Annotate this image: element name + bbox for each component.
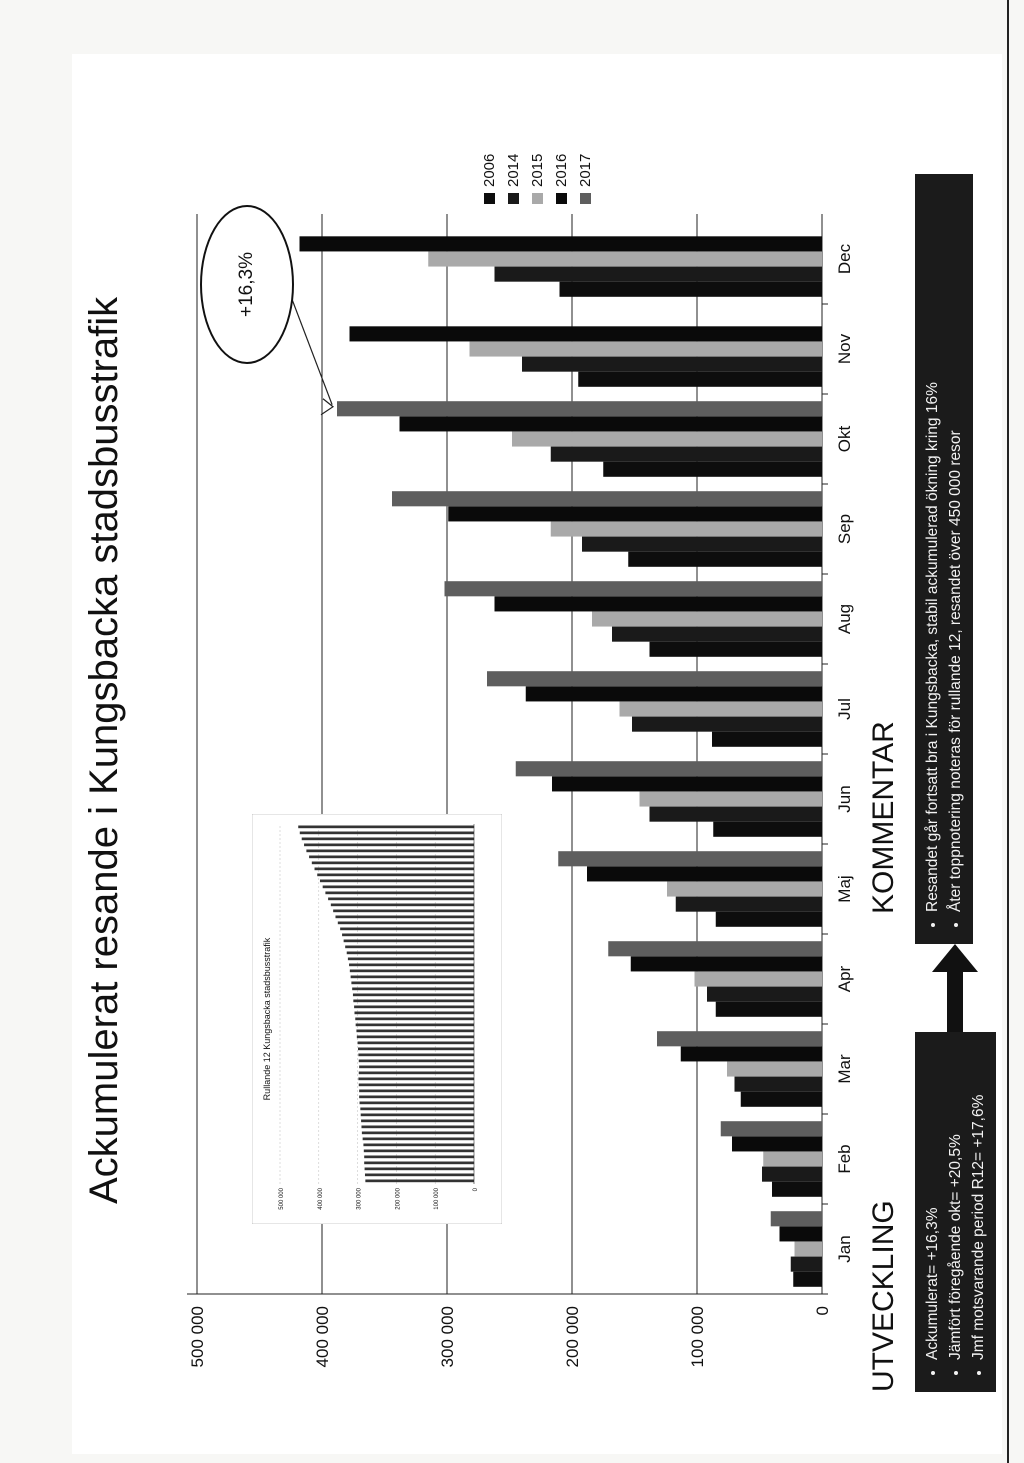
bar-2016-dec — [300, 236, 823, 251]
inset-bar — [358, 1048, 474, 1051]
inset-bar — [362, 1132, 474, 1135]
bar-2017-feb — [721, 1121, 822, 1136]
inset-y-tick-label: 500 000 — [279, 1188, 285, 1210]
inset-bar — [359, 1096, 474, 1099]
legend-item-2017 — [573, 154, 597, 204]
bar-2014-mar — [735, 1077, 823, 1092]
bar-2015-maj — [667, 881, 822, 896]
inset-bar — [342, 934, 474, 937]
bar-2015-nov — [470, 341, 823, 356]
bar-2006-apr — [716, 1002, 822, 1017]
arrow-right-icon — [930, 942, 980, 1032]
y-tick-label: 0 — [813, 1306, 832, 1316]
utveckling-heading: UTVECKLING — [867, 1200, 900, 1392]
inset-bar — [340, 928, 474, 931]
inset-bar — [360, 1108, 474, 1111]
inset-bar — [323, 886, 474, 889]
bar-2006-dec — [560, 282, 823, 297]
inset-y-tick-label: 200 000 — [395, 1188, 402, 1210]
legend-item-2016 — [549, 154, 573, 204]
legend-swatch — [532, 193, 543, 204]
bar-2015-aug — [592, 611, 822, 626]
rotated-slide — [72, 54, 1002, 1454]
inset-bar — [349, 964, 474, 967]
bar-2006-maj — [716, 912, 822, 927]
bar-2015-jul — [620, 701, 823, 716]
inset-bar — [361, 1120, 474, 1123]
inset-bar — [358, 1078, 474, 1081]
x-tick-label: Okt — [835, 425, 854, 453]
bar-2014-sep — [582, 537, 822, 552]
bar-2015-mar — [727, 1061, 822, 1076]
legend-item-2006 — [477, 154, 501, 204]
bar-2014-nov — [522, 357, 822, 372]
inset-title: Rullande 12 Kungsbacka stadsbusstrafik — [262, 937, 272, 1101]
legend-label: 2016 — [552, 153, 570, 187]
bar-2017-jun — [516, 761, 822, 776]
bar-2014-dec — [495, 267, 823, 282]
utveckling-box — [915, 1032, 996, 1392]
utveckling-bullet: • Ackumulerat= +16,3% — [921, 1044, 944, 1360]
bar-2006-sep — [628, 552, 822, 567]
legend-label: 2015 — [528, 153, 546, 187]
y-tick-label: 300 000 — [438, 1306, 457, 1368]
legend-label: 2017 — [576, 153, 594, 187]
bar-2017-jan — [771, 1211, 822, 1226]
growth-callout — [200, 205, 294, 364]
bar-2006-nov — [578, 372, 822, 387]
inset-bar — [359, 1090, 474, 1093]
inset-y-tick-label: 100 000 — [434, 1188, 441, 1210]
inset-bar — [304, 844, 474, 847]
inset-bar — [350, 970, 474, 973]
inset-bar — [365, 1168, 474, 1171]
bar-2016-jan — [780, 1226, 823, 1241]
inset-bar — [306, 850, 474, 853]
bar-2014-jun — [650, 807, 823, 822]
x-tick-label: Sep — [835, 513, 854, 545]
chart-legend — [477, 154, 597, 204]
inset-bar — [298, 826, 474, 829]
kommentar-heading: KOMMENTAR — [867, 721, 900, 914]
x-tick-label: Feb — [835, 1144, 854, 1174]
bar-2015-apr — [695, 971, 823, 986]
x-tick-label: Mar — [835, 1054, 854, 1084]
bar-2014-jul — [632, 717, 822, 732]
inset-chart — [252, 814, 502, 1224]
inset-bar — [360, 1102, 474, 1105]
inset-bar — [365, 1174, 474, 1177]
inset-bar — [335, 916, 474, 919]
inset-y-tick-label: 0 — [473, 1188, 479, 1192]
utveckling-bullet: • Jämfört föregående okt= +20,5% — [944, 1044, 967, 1360]
callout-pointer — [290, 294, 332, 405]
bar-2016-feb — [732, 1136, 822, 1151]
inset-bar — [361, 1114, 474, 1117]
bar-2016-mar — [681, 1046, 822, 1061]
bar-2017-jul — [487, 671, 822, 686]
bar-2017-aug — [445, 581, 823, 596]
x-tick-label: Maj — [835, 875, 854, 903]
inset-bar — [353, 1000, 474, 1003]
bar-2016-jul — [526, 686, 822, 701]
main-chart — [72, 54, 872, 1454]
bar-2017-okt — [337, 401, 822, 416]
bar-2006-jul — [712, 732, 822, 747]
legend-label: 2006 — [480, 153, 498, 187]
bar-2014-maj — [676, 897, 822, 912]
y-tick-label: 200 000 — [563, 1306, 582, 1368]
bar-2015-sep — [551, 521, 822, 536]
inset-bar — [364, 1156, 474, 1159]
x-tick-label: Apr — [835, 965, 854, 993]
inset-bar — [353, 994, 474, 997]
inset-bar — [356, 1024, 474, 1027]
x-tick-label: Jun — [835, 785, 854, 813]
bar-2015-jan — [795, 1241, 823, 1256]
inset-bar — [338, 922, 474, 925]
bar-2014-feb — [762, 1167, 822, 1182]
bar-2016-sep — [448, 506, 822, 521]
kommentar-box — [915, 174, 973, 944]
inset-bar — [359, 1066, 474, 1069]
inset-bar — [300, 832, 474, 835]
bar-2006-okt — [603, 462, 822, 477]
bar-2006-feb — [772, 1182, 822, 1197]
legend-swatch — [580, 193, 591, 204]
x-tick-label: Nov — [835, 333, 854, 365]
legend-label: 2014 — [504, 153, 522, 187]
inset-bar — [358, 1042, 474, 1045]
inset-bar — [359, 1084, 474, 1087]
bar-2006-mar — [741, 1092, 822, 1107]
inset-y-tick-label: 400 000 — [317, 1188, 324, 1210]
inset-bar — [354, 1006, 474, 1009]
bar-2016-jun — [552, 776, 822, 791]
inset-bar — [359, 1060, 474, 1063]
inset-bar — [352, 988, 474, 991]
inset-bar — [348, 958, 474, 961]
inset-bar — [365, 1180, 474, 1183]
legend-swatch — [508, 193, 519, 204]
bar-2014-jan — [791, 1257, 822, 1272]
inset-bar — [354, 1012, 474, 1015]
bar-2015-okt — [512, 431, 822, 446]
legend-item-2014 — [501, 154, 525, 204]
bar-2016-maj — [587, 866, 822, 881]
bar-2014-aug — [612, 627, 822, 642]
inset-bar — [363, 1144, 474, 1147]
bar-2014-apr — [707, 987, 822, 1002]
bar-2015-dec — [428, 251, 822, 266]
legend-swatch — [556, 193, 567, 204]
inset-bar — [331, 904, 474, 907]
inset-bar — [317, 874, 474, 877]
inset-bar — [302, 838, 474, 841]
bar-2017-apr — [608, 941, 822, 956]
bar-2016-apr — [631, 956, 822, 971]
inset-bar — [315, 868, 474, 871]
inset-bar — [351, 982, 474, 985]
inset-y-tick-label: 300 000 — [356, 1188, 363, 1210]
inset-bar — [364, 1162, 474, 1165]
y-tick-label: 400 000 — [313, 1306, 332, 1368]
inset-bar — [359, 1072, 474, 1075]
inset-bar — [355, 1018, 474, 1021]
y-tick-label: 500 000 — [188, 1306, 207, 1368]
utveckling-bullet: • Jmf motsvarande period R12= +17,6% — [967, 1044, 990, 1360]
bar-2015-jun — [640, 791, 823, 806]
x-tick-label: Dec — [835, 243, 854, 275]
inset-chart-svg — [252, 814, 502, 1224]
x-tick-label: Aug — [835, 603, 854, 635]
inset-bar — [363, 1138, 474, 1141]
inset-bar — [357, 1036, 474, 1039]
inset-bar — [325, 892, 474, 895]
chart-title: Ackumulerat resande i Kungsbacka stadsbusstrafik — [82, 296, 126, 1204]
inset-bar — [358, 1054, 474, 1057]
inset-bar — [351, 976, 474, 979]
inset-bar — [344, 940, 474, 943]
bar-2016-nov — [350, 326, 823, 341]
bar-2006-jan — [793, 1272, 822, 1287]
inset-bar — [328, 898, 474, 901]
bar-2006-aug — [650, 642, 823, 657]
legend-item-2015 — [525, 154, 549, 204]
inset-bar — [309, 856, 474, 859]
x-tick-label: Jan — [835, 1235, 854, 1263]
inset-bar — [345, 946, 474, 949]
x-tick-label: Jul — [835, 698, 854, 720]
kommentar-bullet: • Resandet går fortsatt bra i Kungsbacka, stabil ackumulerad ökning kring 16% — [921, 186, 944, 912]
inset-bar — [361, 1126, 474, 1129]
inset-bar — [347, 952, 474, 955]
y-tick-label: 100 000 — [688, 1306, 707, 1368]
kommentar-bullet: • Åter toppnotering noteras för rullande 12, resandet över 450 000 resor — [944, 186, 967, 912]
bar-2016-aug — [495, 596, 823, 611]
bar-2017-mar — [657, 1031, 822, 1046]
bar-2016-okt — [400, 416, 823, 431]
bar-2006-jun — [713, 822, 822, 837]
growth-callout-label: +16,3% — [236, 252, 257, 317]
inset-bar — [364, 1150, 474, 1153]
legend-swatch — [484, 193, 495, 204]
bar-2015-feb — [763, 1151, 822, 1166]
bar-2017-sep — [392, 491, 822, 506]
bar-2014-okt — [551, 447, 822, 462]
inset-bar — [356, 1030, 474, 1033]
bar-2017-maj — [558, 851, 822, 866]
inset-bar — [320, 880, 474, 883]
inset-bar — [312, 862, 474, 865]
inset-bar — [333, 910, 474, 913]
